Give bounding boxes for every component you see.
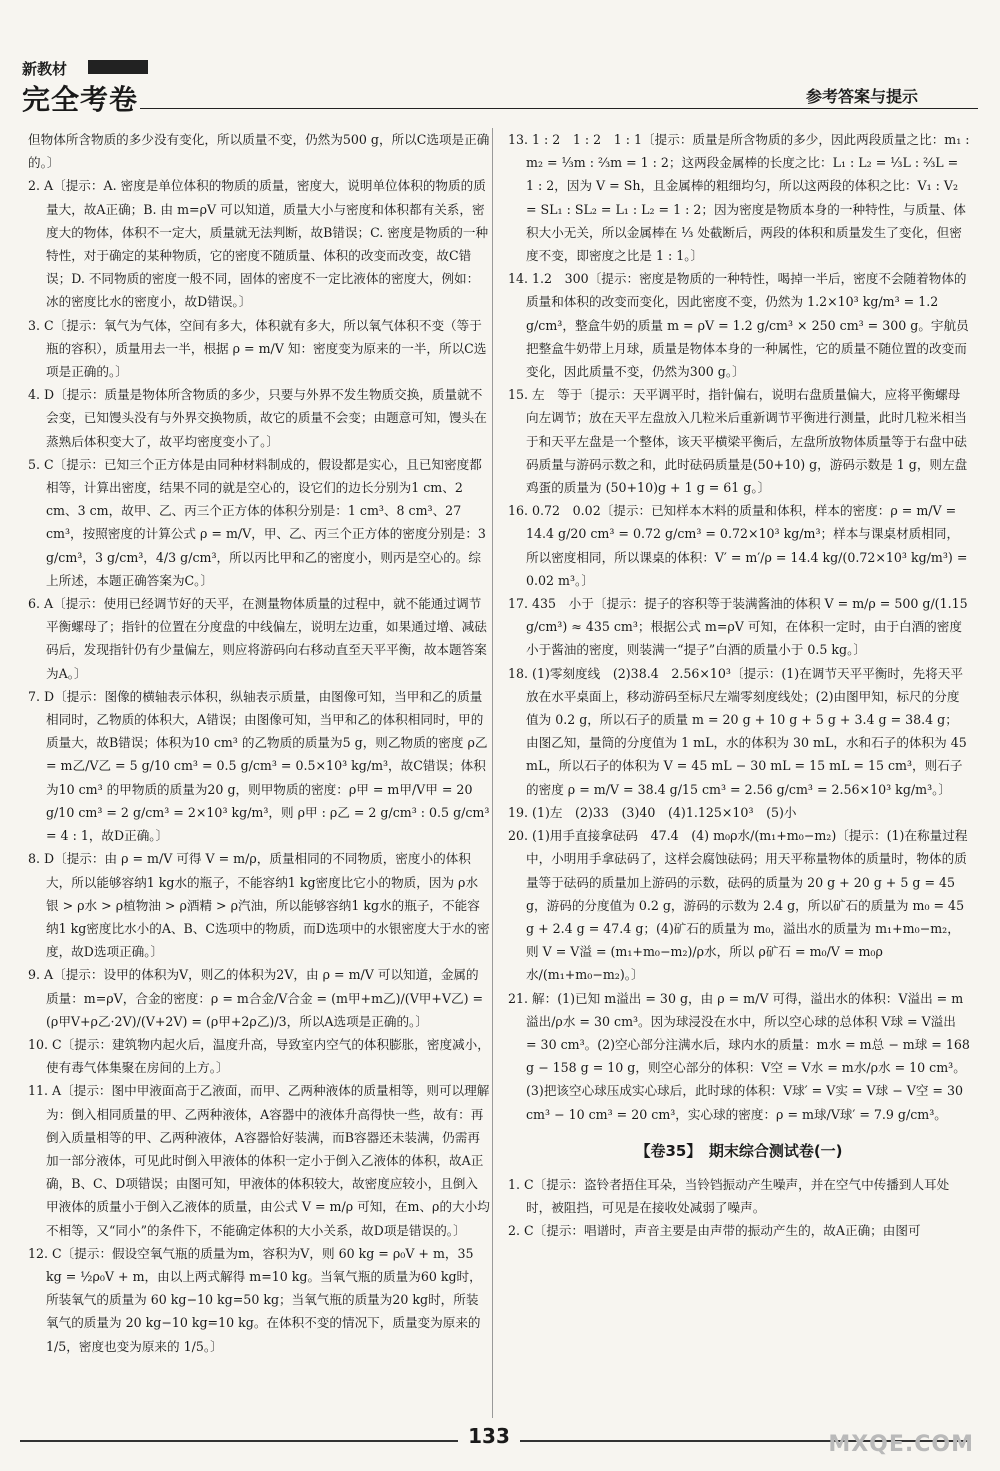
right-column [508, 128, 970, 1410]
page-number: 133 [468, 1424, 510, 1448]
left-column [28, 128, 490, 1410]
answer-item: 20. (1)用手直接拿砝码 47.4 (4) m₀ρ水/(m₁+m₀−m₂)〔提示：(1)在称量过程中，小明用手拿砝码了，这样会腐蚀砝码；用天平称量物体的质量时，物体的质量等于砝码的质量加上游码的示数，砝码的质量为 20 g + 20 g + 5 g = 45 g，游码的分度值为 0.2 g，游码的示数为 2.4 g，所以矿石的质量为 m₀ = 45 g + 2.4 g = 47.4 g；(4)矿石的质量为 m₀，溢出水的质量为 m₁+m₀−m₂，则 V = V溢 = (m₁+m₀−m₂)/ρ水，所以 ρ矿石 = m₀/V = m₀ρ水/(m₁+m₀−m₂)。〕 [508, 828, 968, 983]
answer-item: 16. 0.72 0.02〔提示：已知样本木料的质量和体积，样本的密度：ρ = m/V = 14.4 g/20 cm³ = 0.72 g/cm³ = 0.72×10³ kg/m³；样本与课桌材质相同，所以密度相同，所以课桌的体积：V′ = m′/ρ = 14.4 kg/(0.72×10³ kg/m³) = 0.02 m³。〕 [508, 503, 968, 588]
answer-item: 12. C〔提示：假设空氧气瓶的质量为m，容积为V，则 60 kg = ρ₀V + m，35 kg = ½ρ₀V + m，由以上两式解得 m=10 kg。当氧气瓶的质量为60 kg时，所装氧气的质量为 60 kg−10 kg=50 kg；当氧气瓶的质量为20 kg时，所装氧气的质量为 20 kg−10 kg=10 kg。在体积不变的情况下，质量变为原来的 1/5，密度也变为原来的 1/5。〕 [28, 1245, 482, 1354]
answer-item: 4. D〔提示：质量是物体所含物质的多少，只要与外界不发生物质交换，质量就不会变，已知馒头没有与外界交换物质，故它的质量不会变；由题意可知，馒头在蒸熟后体积变大了，故平均密度变小了。〕 [28, 387, 487, 449]
answer-item: 3. C〔提示：氧气为气体，空间有多大，体积就有多大，所以氧气体积不变（等于瓶的容积），质量用去一半，根据 ρ = m/V 知：密度变为原来的一半，所以C选项是正确的。〕 [28, 317, 487, 380]
answer-item: 8. D〔提示：由 ρ = m/V 可得 V = m/ρ，质量相同的不同物质，密度小的体积大，所以能够容纳1 kg水的瓶子，不能容纳1 kg密度比它小的物质，因为 ρ水银 > ρ水 > ρ植物油 > ρ酒精 > ρ汽油，所以能够容纳1 kg水的瓶子，不能容纳1 kg密度比水小的A、B、C选项中的物质，而D选项中的水银密度大于水的密度，故D选项正确。〕 [28, 851, 490, 960]
answer-item: 17. 435 小于〔提示：提子的容积等于装满酱油的体积 V = m/ρ = 500 g/(1.15 g/cm³) ≈ 435 cm³；根据公式 m=ρV 可知，在体积一定时，由于白酒的密度小于酱油的密度，则装满一“提子”白酒的质量小于 0.5 kg。〕 [508, 596, 968, 658]
answer-item: 9. A〔提示：设甲的体积为V，则乙的体积为2V，由 ρ = m/V 可以知道，金属的质量：m=ρV，合金的密度：ρ = m合金/V合金 = (m甲+m乙)/(V甲+V乙) = (ρ甲V+ρ乙·2V)/(V+2V) = (ρ甲+2ρ乙)/3，所以A选项是正确的。〕 [28, 967, 484, 1029]
exam-title: 【卷35】 期末综合测试卷(一) [635, 1141, 843, 1160]
brand-subtitle: 新教材 [22, 60, 68, 78]
answer-item: 14. 1.2 300〔提示：密度是物质的一种特性，喝掉一半后，密度不会随着物体的质量和体积的改变而变化，因此密度不变，仍然为 1.2×10³ kg/m³ = 1.2 g/cm³，整盒牛奶的质量 m = ρV = 1.2 g/cm³ × 250 cm³ = 300 g。宇航员把整盒牛奶带上月球，质量是物体本身的一种属性，它的质量不随位置的改变而变化，因此质量不变，仍然为300 g。〕 [508, 271, 969, 380]
answer-item: 2. A〔提示：A. 密度是单位体积的物质的质量，密度大，说明单位体积的物质的质量大，故A正确；B. 由 m=ρV 可以知道，质量大小与密度和体积都有关系，密度大的物体，体积不一定大，质量就无法判断，故B错误；C. 密度是物质的一种特性，对于确定的某种物质，它的密度不随质量、体积的改变而改变，故C错误；D. 不同物质的密度一般不同，固体的密度不一定比液体的密度大，例如：冰的密度比水的密度小，故D错误。〕 [28, 178, 489, 310]
answer-item: 2. C〔提示：唱谱时，声音主要是由声带的振动产生的，故A正确；由图可 [508, 1223, 921, 1239]
answer-item: 21. 解：(1)已知 m溢出 = 30 g，由 ρ = m/V 可得，溢出水的体积：V溢出 = m溢出/ρ水 = 30 cm³。因为球浸没在水中，所以空心球的总体积 V球 = V溢出 = 30 cm³。(2)空心部分注满水后，球内水的质量：m水 = m总 − m球 = 168 g − 158 g = 10 g，则空心部分的体积：V空 = V水 = m水/ρ水 = 10 cm³。(3)把该空心球压成实心球后，此时球的体积：V球′ = V实 = V球 − V空 = 30 cm³ − 10 cm³ = 20 cm³，实心球的密度：ρ = m球/V球′ = 7.9 g/cm³。 [508, 990, 970, 1122]
answer-item: 5. C〔提示：已知三个正方体是由同种材料制成的，假设都是实心，且已知密度都相等，计算出密度，结果不同的就是空心的，设它们的边长分别为1 cm、2 cm、3 cm，故甲、乙、丙三个正方体的体积分别是：1 cm³、8 cm³、27 cm³，按照密度的计算公式 ρ = m/V，甲、乙、丙三个正方体的密度分别是：3 g/cm³，3 g/cm³，4/3 g/cm³，所以丙比甲和乙的密度小，则丙是空心的。综上所述，本题正确答案为C。〕 [28, 456, 486, 588]
answer-item: 6. A〔提示：使用已经调节好的天平，在测量物体质量的过程中，就不能通过调节平衡螺母了；指针的位置在分度盘的中线偏左，说明左边重，如果通过增、减砝码后，发现指针仍有少量偏左，则应将游码向右移动直至天平平衡，故本题答案为A。〕 [28, 596, 487, 681]
section-title: 参考答案与提示 [805, 87, 918, 106]
answer-item: 11. A〔提示：图中甲液面高于乙液面，而甲、乙两种液体的质量相等，则可以理解为：倒入相同质量的甲、乙两种液体，A容器中的液体升高得快一些，故有：再倒入质量相等的甲、乙两种液体，A容器恰好装满，而B容器还未装满，仍需再加一部分液体，可见此时倒入甲液体的体积一定小于倒入乙液体的体积，故A正确，B、C、D项错误；由图可知，甲液体的体积较大，故密度应较小，且倒入甲液体的质量小于倒入乙液体的质量，由公式 V = m/ρ 可知，在m、ρ的大小均不相等，又“同小”的条件下，不能确定体积的大小关系，故D项是错误的。〕 [28, 1083, 490, 1238]
page-header [22, 58, 978, 114]
answer-item: 但物体所含物质的多少没有变化，所以质量不变，仍然为500 g，所以C选项是正确的。〕 [28, 132, 490, 171]
watermark-logo: MXQE.COM [828, 1432, 974, 1457]
answer-item: 19. (1)左 (2)33 (3)40 (4)1.125×10³ (5)小 [508, 804, 797, 820]
column-divider [492, 128, 493, 1418]
answer-item: 18. (1)零刻度线 (2)38.4 2.56×10³〔提示：(1)在调节天平平衡时，先将天平放在水平桌面上，移动游码至标尺左端零刻度线处；(2)由图甲知，标尺的分度值为 0.2 g，所以石子的质量 m = 20 g + 10 g + 5 g + 3.4 g = 38.4 g；由图乙知，量筒的分度值为 1 mL，水的体积为 30 mL，水和石子的体积为 45 mL，所以石子的体积为 V = 45 mL − 30 mL = 15 mL = 15 cm³，则石子的密度 ρ = m/V = 38.4 g/15 cm³ = 2.56 g/cm³ = 2.56×10³ kg/m³。〕 [508, 665, 967, 797]
brand-badge-icon [88, 60, 148, 74]
footer-rule-left [20, 1440, 458, 1442]
answer-item: 13. 1 : 2 1 : 2 1 : 1〔提示：质量是所含物质的多少，因此两段质量之比：m₁ : m₂ = ⅓m : ⅔m = 1 : 2；这两段金属棒的长度之比：L₁ : L₂ = ⅓L : ⅔L = 1 : 2，因为 V = Sh，且金属棒的粗细均匀，所以这两段的体积之比：V₁ : V₂ = SL₁ : SL₂ = L₁ : L₂ = 1 : 2；因为密度是物质本身的一种特性，与质量、体积大小无关，所以金属棒在 ⅓ 处截断后，两段的体积和质量发生了变化，但密度不变，即密度之比是 1 : 1。〕 [508, 132, 970, 264]
answer-item: 7. D〔提示：图像的横轴表示体积，纵轴表示质量，由图像可知，当甲和乙的质量相同时，乙物质的体积大，A错误；由图像可知，当甲和乙的体积相同时，甲的质量大，故B错误；体积为10 cm³ 的乙物质的质量为5 g，则乙物质的密度 ρ乙 = m乙/V乙 = 5 g/10 cm³ = 0.5 g/cm³ = 0.5×10³ kg/m³，故C错误；体积为10 cm³ 的甲物质的质量为20 g，则甲物质的密度：ρ甲 = m甲/V甲 = 20 g/10 cm³ = 2 g/cm³ = 2×10³ kg/m³，则 ρ甲 : ρ乙 = 2 g/cm³ : 0.5 g/cm³ = 4 : 1，故D正确。〕 [28, 688, 490, 844]
brand-title: 完全考卷 [22, 83, 139, 116]
header-rule [140, 108, 978, 109]
answer-item: 15. 左 等于〔提示：天平调平时，指针偏右，说明右盘质量偏大，应将平衡螺母向左调节；放在天平左盘放入几粒米后重新调节平衡进行测量，此时几粒米相当于和天平左盘是一个整体，该天平横梁平衡后，左盘所放物体质量等于右盘中砝码质量与游码示数之和，此时砝码质量是(50+10) g，游码示数是 1 g，则左盘鸡蛋的质量为 (50+10)g + 1 g = 61 g。〕 [508, 387, 968, 496]
answer-item: 1. C〔提示：盗铃者捂住耳朵，当铃铛振动产生噪声，并在空气中传播到人耳处时，被阻挡，可见是在接收处减弱了噪声。 [508, 1176, 950, 1216]
answer-item: 10. C〔提示：建筑物内起火后，温度升高，导致室内空气的体积膨胀，密度减小，使有毒气体集聚在房间的上方。〕 [28, 1036, 490, 1076]
